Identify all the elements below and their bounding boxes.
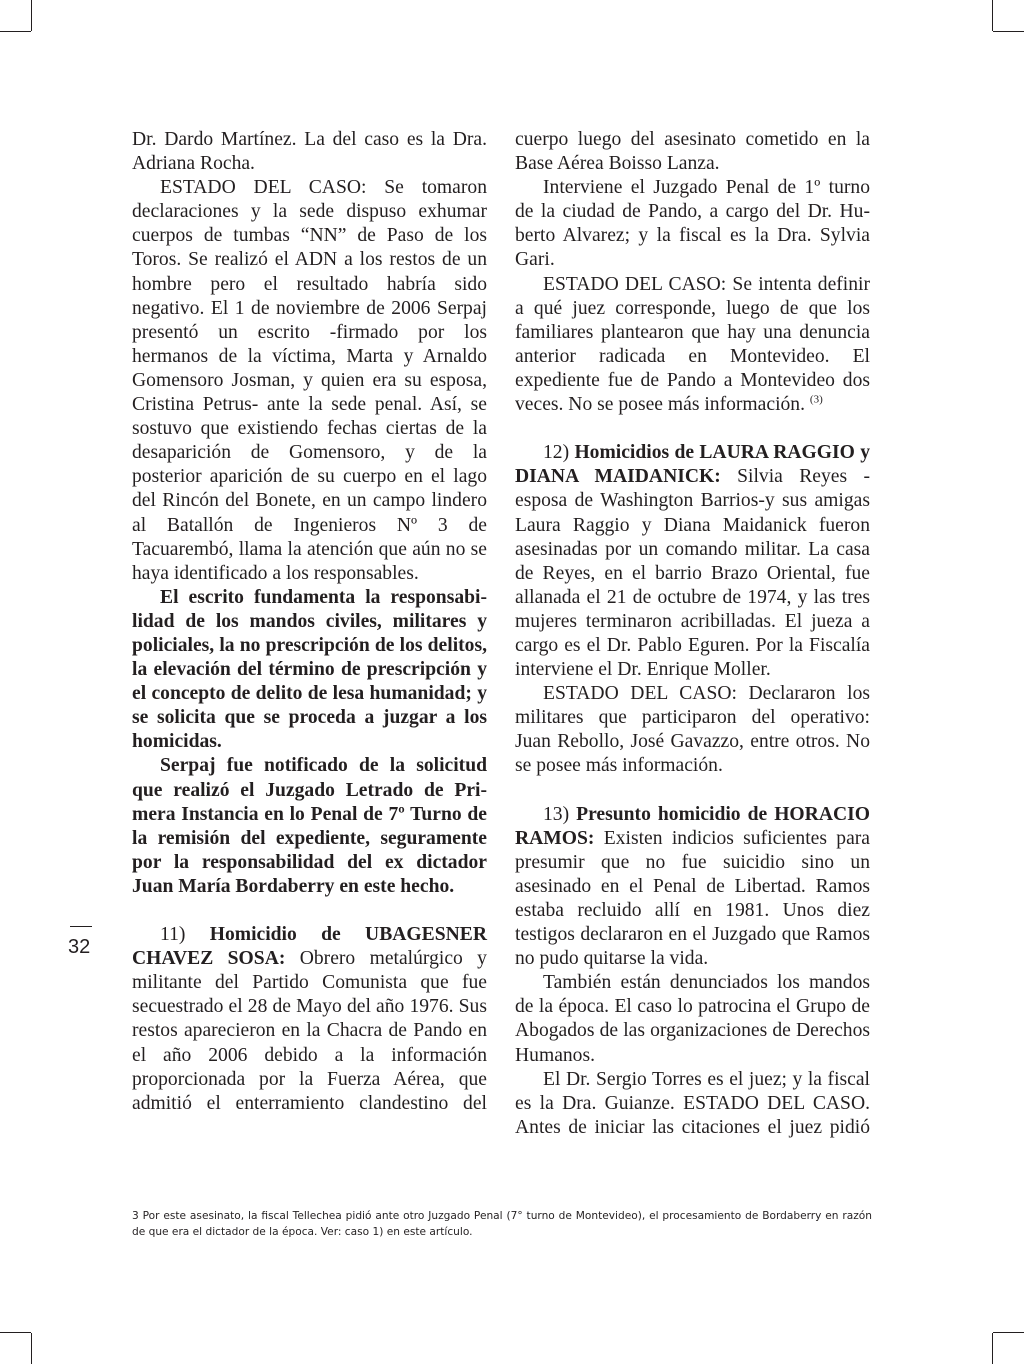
paragraph-p3: [132, 586, 487, 755]
page-number: 32: [68, 936, 91, 958]
text-segment: Existen indicios suficientes para presumir que no fue suicidio sino un asesinado en el Penal de Libertad. Ramos estaba recluido allí en 1981. Unos diez testigos declararon en el Juzgado que Ramos no pudo quitarse la vida.: [515, 827, 870, 970]
paragraph-p13: [515, 1068, 870, 1140]
text-segment: ESTADO DEL CASO: Declararon los militares que participaron del operativo: Juan Rebollo, José Gavazzo, entre otros. No se posee más información.: [515, 683, 870, 777]
footnote-reference: (3): [809, 393, 823, 406]
bold-text-segment: Presunto homicidio de HORACIO RAMOS:: [515, 803, 870, 849]
text-segment: 11): [160, 924, 210, 946]
paragraph-p5: [132, 923, 487, 1116]
crop-mark-top-right-v: [992, 0, 993, 31]
text-segment: 13): [543, 803, 577, 825]
footnote: [132, 1208, 872, 1240]
text-segment: ESTADO DEL CASO: Se tomaron declaraciones y la sede dispuso exhumar cuerpos de tumbas “NN” de Paso de los Toros. Se realizó el ADN a los restos de un hombre pero el resultado habría sido negativo. El 1 de noviembre de 2006 Serpaj presentó un escrito -firmado por los hermanos de la víctima, Marta y Arnaldo Gomensoro Josman, y quien era su esposa, Cristina Petrus- ante la sede penal. Así, se sostuvo que existiendo fechas ciertas de la desaparición de Gomensoro, y de la posterior aparición de su cuerpo en el lago del Rincón del Bonete, en un campo lindero al Batallón de Ingenieros Nº 3 de Tacuarembó, llama la atención que aún no se haya identificado a los responsables.: [132, 177, 487, 584]
crop-mark-bottom-left-v: [31, 1333, 32, 1364]
paragraph-p12: [515, 971, 870, 1067]
paragraph-p7: [515, 176, 870, 272]
paragraph-p9: [515, 441, 870, 682]
crop-mark-bottom-right-h: [993, 1332, 1024, 1333]
crop-mark-top-right-h: [993, 31, 1024, 32]
text-segment: También están denunciados los mandos de la época. El caso lo patrocina el Grupo de Abogados de las organizaciones de Derechos Humanos.: [515, 972, 870, 1066]
bold-text-segment: Homicidios de LAURA RAGGIO y DIANA MAIDANICK:: [515, 442, 870, 488]
paragraph-p1: [132, 128, 487, 176]
bold-text-segment: Homicidio de UBAGESNER CHAVEZ SOSA:: [132, 924, 487, 970]
text-segment: El Dr. Sergio Torres es el juez; y la fiscal es la Dra. Guianze. ESTADO DEL CASO. Antes de iniciar las citaciones el juez pidió: [515, 1068, 870, 1138]
text-segment: Obrero metalúrgico y militante del Partido Comunista que fue secuestrado el 28 de Mayo del año 1976. Sus restos aparecieron en la Chacra de Pando en el año 2006 debido a la información proporcionada por la Fuerza Aérea, que admitió el enterramiento clandestino del: [132, 948, 487, 1114]
page-number-rule: [70, 926, 92, 927]
text-segment: cuerpo luego del asesinato cometido en la Base Aérea Boisso Lanza.: [515, 129, 870, 175]
text-segment: Dr. Dardo Martínez. La del caso es la Dra. Adriana Rocha.: [132, 129, 487, 175]
crop-mark-top-left-v: [31, 0, 32, 31]
bold-text-segment: Serpaj fue notificado de la solicitud que realizó el Juzgado Letrado de Primera Instancia en lo Penal de 7º Turno de la remisión del expediente, seguramente por la responsabilidad del ex dictador Juan María Bordaberry en este hecho.: [132, 755, 487, 897]
paragraph-p2: [132, 176, 487, 586]
right-text-column: [515, 128, 870, 1140]
text-segment: Interviene el Juzgado Penal de 1º turno de la ciudad de Pando, a cargo del Dr. Huberto Alvarez; y la fiscal es la Dra. Sylvia Gari.: [515, 177, 870, 271]
text-segment: ESTADO DEL CASO: Se intenta definir a qué juez corresponde, luego de que los familiares plantearon que hay una denuncia anterior radicada en Montevideo. El expediente fue de Pando a Montevideo dos veces. No se posee más información.: [515, 273, 870, 416]
bold-text-segment: El escrito fundamenta la responsabilidad de los mandos civiles, militares y policiales, la no prescripción de los delitos, la elevación del término de prescripción y el concepto de delito de lesa humanidad; y se solicita que se proceda a juzgar a los homicidas.: [132, 586, 487, 753]
paragraph-p6: [515, 128, 870, 176]
crop-mark-top-left-h: [0, 31, 31, 32]
paragraph-p11: [515, 803, 870, 972]
left-text-column: [132, 128, 487, 1116]
crop-mark-bottom-left-h: [0, 1332, 31, 1333]
text-segment: 12): [543, 442, 575, 464]
paragraph-p8: [515, 273, 870, 418]
footnote-text: 3 Por este asesinato, la fiscal Tellechea pidió ante otro Juzgado Penal (7° turno de Montevideo), el procesamiento de Bordaberry en razón de que era el dictador de la época. Ver: caso 1) en este artículo.: [132, 1210, 872, 1238]
text-segment: Silvia Reyes -esposa de Washington Barrios-y sus amigas Laura Raggio y Diana Maidanick fueron asesinadas por un comando militar. La casa de Reyes, en el barrio Brazo Oriental, fue allanada el 21 de octubre de 1974, y las tres mujeres terminaron acribilladas. El jueza a cargo es el Dr. Pablo Eguren. Por la Fiscalía interviene el Dr. Enrique Moller.: [515, 466, 871, 681]
paragraph-p10: [515, 682, 870, 778]
paragraph-p4: [132, 754, 487, 899]
crop-mark-bottom-right-v: [992, 1333, 993, 1364]
